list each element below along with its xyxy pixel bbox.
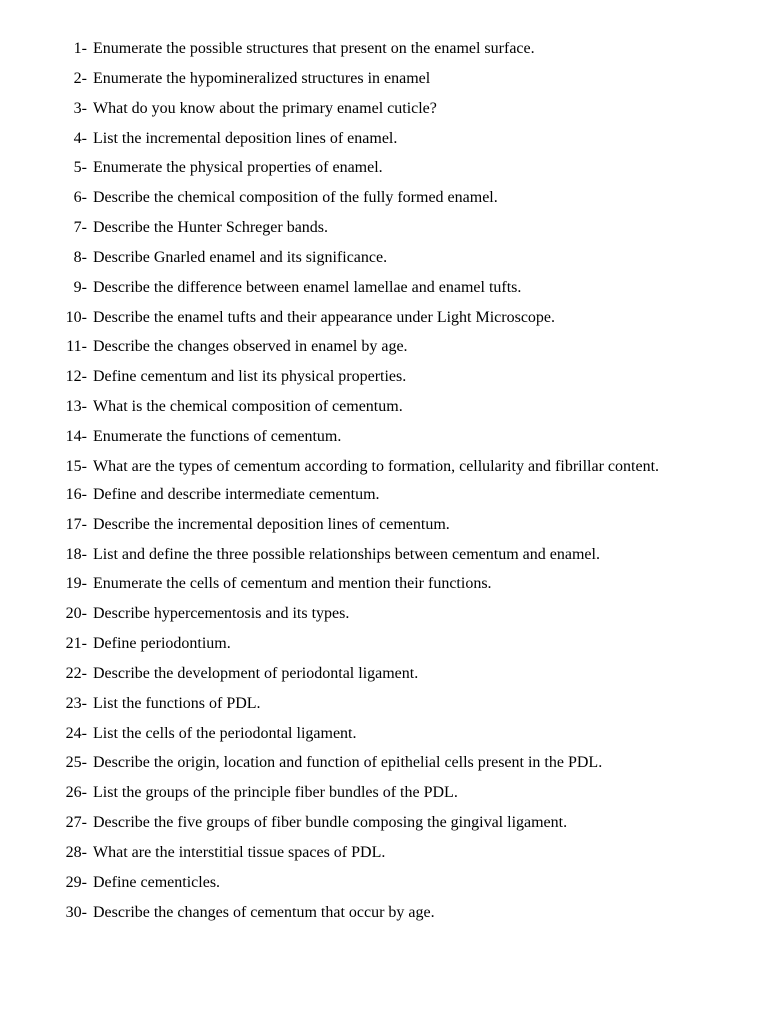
question-number: 1- <box>73 40 87 57</box>
question-item <box>0 872 768 894</box>
question-text: Describe the difference between enamel lamellae and enamel tufts. <box>93 278 522 296</box>
question-item <box>0 128 768 150</box>
question-number: 25- <box>65 754 87 772</box>
question-item <box>0 98 768 120</box>
question-item <box>0 663 768 685</box>
question-number: 28- <box>65 843 87 861</box>
question-text: Describe the origin, location and function of epithelial cells present in the PDL. <box>93 754 603 772</box>
question-number: 23- <box>65 694 87 712</box>
question-text: Define and describe intermediate cementum. <box>93 485 380 503</box>
question-item <box>0 633 768 655</box>
question-number: 27- <box>65 814 87 832</box>
question-number: 3- <box>73 99 87 117</box>
question-number: 19- <box>65 575 87 593</box>
question-number: 12- <box>65 368 87 386</box>
question-number: 6- <box>73 189 87 207</box>
question-number: 18- <box>65 545 87 563</box>
question-item <box>0 277 768 299</box>
question-number: 29- <box>65 873 87 891</box>
question-item <box>0 544 768 566</box>
question-number: 4- <box>73 129 87 147</box>
question-item <box>0 842 768 864</box>
question-text: What is the chemical composition of cementum. <box>93 398 403 416</box>
question-number: 17- <box>65 515 87 533</box>
question-item <box>0 456 768 478</box>
question-text: Describe the chemical composition of the fully formed enamel. <box>93 189 498 207</box>
question-text: Enumerate the possible structures that present on the enamel surface. <box>93 40 535 57</box>
question-number: 7- <box>73 219 87 237</box>
question-text: Define cementicles. <box>93 873 221 891</box>
question-item <box>0 812 768 834</box>
question-number: 13- <box>65 398 87 416</box>
question-item <box>0 157 768 179</box>
question-number: 15- <box>65 457 87 475</box>
question-text: Describe hypercementosis and its types. <box>93 605 350 623</box>
question-text: Describe the enamel tufts and their appearance under Light Microscope. <box>93 308 556 326</box>
question-number: 24- <box>65 724 87 742</box>
question-item <box>0 217 768 239</box>
question-text: Describe the Hunter Schreger bands. <box>93 219 329 237</box>
question-number: 20- <box>65 605 87 623</box>
question-number: 16- <box>65 485 87 503</box>
question-item <box>0 396 768 418</box>
question-item <box>0 247 768 269</box>
question-text: List the cells of the periodontal ligament. <box>93 724 357 742</box>
question-text: Describe the changes of cementum that occur by age. <box>93 903 435 921</box>
question-number: 26- <box>65 784 87 802</box>
question-text: List the functions of PDL. <box>93 694 261 712</box>
question-text: Enumerate the cells of cementum and mention their functions. <box>93 575 492 593</box>
question-text: Describe the five groups of fiber bundle composing the gingival ligament. <box>93 814 568 832</box>
question-text: List the groups of the principle fiber bundles of the PDL. <box>93 784 458 802</box>
question-item <box>0 723 768 745</box>
question-item <box>0 68 768 90</box>
question-number: 21- <box>65 635 87 653</box>
question-text: What do you know about the primary enamel cuticle? <box>93 99 437 117</box>
question-text: Enumerate the physical properties of enamel. <box>93 159 383 177</box>
question-text: Describe the development of periodontal ligament. <box>93 664 419 682</box>
question-item <box>0 752 768 774</box>
question-number: 5- <box>73 159 87 177</box>
question-text: Describe Gnarled enamel and its significance. <box>93 248 388 266</box>
question-number: 30- <box>65 903 87 921</box>
question-item <box>0 38 768 60</box>
question-item <box>0 307 768 329</box>
question-number: 11- <box>66 338 87 356</box>
question-text: What are the types of cementum according to formation, cellularity and fibrillar content. <box>93 457 660 475</box>
question-text: List and define the three possible relationships between cementum and enamel. <box>93 545 600 563</box>
question-item <box>0 782 768 804</box>
question-item <box>0 603 768 625</box>
question-item <box>0 426 768 448</box>
question-text: What are the interstitial tissue spaces of PDL. <box>93 843 386 861</box>
question-item <box>0 573 768 595</box>
question-number: 2- <box>73 69 87 87</box>
question-item <box>0 484 768 506</box>
question-text: Enumerate the hypomineralized structures in enamel <box>93 69 431 87</box>
question-item <box>0 902 768 924</box>
question-text: Define periodontium. <box>93 635 231 653</box>
question-number: 10- <box>65 308 87 326</box>
question-text: List the incremental deposition lines of enamel. <box>93 129 398 147</box>
question-item <box>0 514 768 536</box>
question-number: 9- <box>73 278 87 296</box>
question-text: Enumerate the functions of cementum. <box>93 427 342 445</box>
question-list <box>0 38 768 931</box>
question-text: Describe the changes observed in enamel by age. <box>93 338 408 356</box>
question-number: 8- <box>73 248 87 266</box>
question-item <box>0 336 768 358</box>
question-number: 22- <box>65 664 87 682</box>
question-text: Define cementum and list its physical properties. <box>93 368 407 386</box>
question-item <box>0 187 768 209</box>
question-number: 14- <box>65 427 87 445</box>
question-item <box>0 693 768 715</box>
question-text: Describe the incremental deposition lines of cementum. <box>93 515 450 533</box>
question-item <box>0 366 768 388</box>
